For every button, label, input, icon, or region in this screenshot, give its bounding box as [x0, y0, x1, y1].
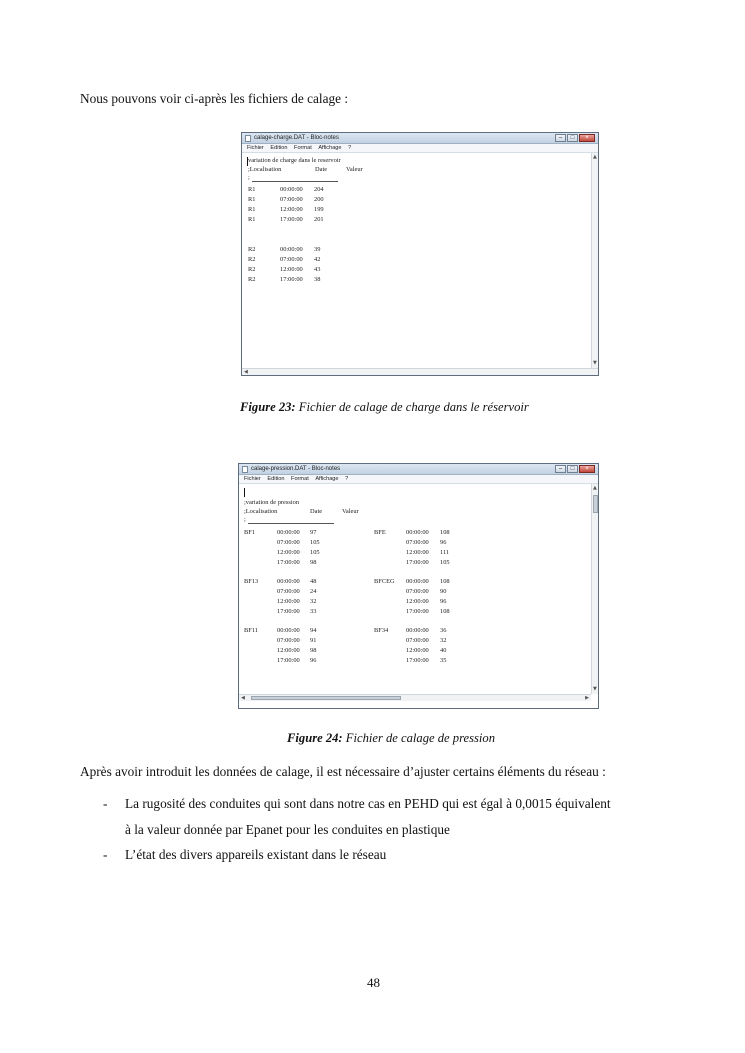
header-line-1: variation de charge dans le reservoir — [248, 157, 341, 164]
header-valeur: Valeur — [342, 508, 359, 515]
bullet-2-line-1: L’état des divers appareils existant dans le réseau — [125, 847, 387, 862]
scroll-thumb[interactable] — [593, 495, 598, 513]
row-loc: R1 — [248, 206, 256, 213]
row-time: 17:00:00 — [280, 216, 303, 223]
title-bar — [239, 464, 598, 475]
figure-23-caption — [240, 400, 529, 415]
row-val: 43 — [314, 266, 321, 273]
menu-edition[interactable]: Edition — [267, 476, 285, 482]
row-val: 48 — [310, 578, 317, 585]
group-location: BF1 — [244, 529, 256, 536]
row-val: 201 — [314, 216, 324, 223]
row-loc: R2 — [248, 266, 256, 273]
vertical-scrollbar[interactable] — [591, 484, 598, 694]
menu-help[interactable]: ? — [345, 476, 349, 482]
header-localisation: ;Localisation — [244, 508, 278, 515]
scroll-left-icon[interactable]: ◀ — [241, 695, 245, 701]
menu-help[interactable]: ? — [348, 145, 352, 151]
menu-format[interactable]: Format — [291, 476, 309, 482]
row-val: 91 — [310, 637, 317, 644]
row-time: 12:00:00 — [277, 598, 300, 605]
row-val: 105 — [440, 559, 450, 566]
group-location: BF34 — [374, 627, 389, 634]
row-val: 105 — [310, 549, 320, 556]
group-location: BFE — [374, 529, 386, 536]
row-time: 12:00:00 — [280, 266, 303, 273]
row-val: 105 — [310, 539, 320, 546]
row-time: 12:00:00 — [280, 206, 303, 213]
menu-fichier[interactable]: Fichier — [247, 145, 264, 151]
row-val: 32 — [440, 637, 447, 644]
row-val: 96 — [310, 657, 317, 664]
menu-fichier[interactable]: Fichier — [244, 476, 261, 482]
row-time: 17:00:00 — [277, 608, 300, 615]
menu-edition[interactable]: Edition — [270, 145, 288, 151]
row-val: 42 — [314, 256, 321, 263]
row-val: 94 — [310, 627, 317, 634]
vertical-scrollbar[interactable] — [591, 153, 598, 368]
title-bar — [242, 133, 598, 144]
row-time: 00:00:00 — [277, 529, 300, 536]
scroll-down-icon[interactable]: ▼ — [593, 686, 597, 692]
minimize-icon[interactable]: – — [555, 465, 566, 473]
row-time: 00:00:00 — [406, 627, 429, 634]
row-time: 12:00:00 — [277, 549, 300, 556]
group-location: BF13 — [244, 578, 259, 585]
row-time: 17:00:00 — [406, 608, 429, 615]
header-line-1: ;variation de pression — [244, 499, 300, 506]
row-time: 00:00:00 — [406, 578, 429, 585]
bullet-1-line-2: à la valeur donnée par Epanet pour les conduites en plastique — [125, 822, 450, 837]
row-val: 96 — [440, 598, 447, 605]
after-text: Après avoir introduit les données de calage, il est nécessaire d’ajuster certains éléments du réseau : — [80, 764, 606, 779]
figure-24-caption — [287, 731, 495, 746]
minimize-icon[interactable]: – — [555, 134, 566, 142]
row-val: 39 — [314, 246, 321, 253]
row-time: 12:00:00 — [406, 549, 429, 556]
row-val: 200 — [314, 196, 324, 203]
maximize-icon[interactable]: □ — [567, 465, 578, 473]
scroll-right-icon[interactable]: ▶ — [585, 695, 589, 701]
row-time: 12:00:00 — [406, 647, 429, 654]
group-location: BF11 — [244, 627, 258, 634]
notepad-window-charge — [241, 132, 599, 376]
scroll-down-icon[interactable]: ▼ — [593, 360, 597, 366]
separator-line — [252, 181, 338, 182]
row-val: 108 — [440, 578, 450, 585]
row-time: 00:00:00 — [280, 186, 303, 193]
row-val: 38 — [314, 276, 321, 283]
notepad-icon — [245, 135, 251, 142]
bullet-1-line-1: La rugosité des conduites qui sont dans notre cas en PEHD qui est égal à 0,0015 équivalent — [125, 796, 611, 811]
bullet-2-dash: - — [103, 847, 108, 862]
row-loc: R1 — [248, 186, 256, 193]
row-val: 111 — [440, 549, 450, 556]
menu-affichage[interactable]: Affichage — [315, 476, 339, 482]
row-val: 204 — [314, 186, 324, 193]
hscroll-thumb[interactable] — [251, 696, 401, 700]
menu-bar — [242, 144, 598, 153]
row-val: 97 — [310, 529, 317, 536]
row-val: 98 — [310, 647, 317, 654]
intro-text: Nous pouvons voir ci-après les fichiers de calage : — [80, 91, 349, 106]
row-time: 00:00:00 — [277, 627, 300, 634]
row-time: 07:00:00 — [406, 588, 429, 595]
row-time: 17:00:00 — [277, 559, 300, 566]
figure-23-label: Figure 23: — [240, 400, 296, 414]
row-time: 07:00:00 — [277, 539, 300, 546]
header-date: Date — [315, 166, 328, 173]
row-time: 17:00:00 — [280, 276, 303, 283]
notepad-icon — [242, 466, 248, 473]
row-val: 32 — [310, 598, 317, 605]
page-number: 48 — [367, 975, 380, 990]
close-icon[interactable]: × — [579, 134, 595, 142]
row-loc: R2 — [248, 246, 256, 253]
header-localisation: ;Localisation — [248, 166, 282, 173]
row-time: 00:00:00 — [406, 529, 429, 536]
scroll-up-icon[interactable]: ▲ — [593, 485, 597, 491]
text-editor-area[interactable] — [242, 153, 591, 368]
row-loc: R2 — [248, 256, 256, 263]
row-time: 07:00:00 — [277, 588, 300, 595]
row-time: 17:00:00 — [277, 657, 300, 664]
window-title: calage-pression.DAT - Bloc-notes — [251, 466, 341, 472]
row-val: 96 — [440, 539, 447, 546]
group-location: BFCEG — [374, 578, 395, 585]
row-time: 07:00:00 — [280, 256, 303, 263]
row-loc: R1 — [248, 196, 256, 203]
row-time: 07:00:00 — [277, 637, 300, 644]
figure-24-label: Figure 24: — [287, 731, 343, 745]
row-val: 33 — [310, 608, 317, 615]
row-val: 36 — [440, 627, 447, 634]
separator-start: ; — [248, 174, 250, 181]
figure-24-text: Fichier de calage de pression — [342, 731, 496, 745]
row-loc: R1 — [248, 216, 256, 223]
menu-bar — [239, 475, 598, 484]
row-val: 199 — [314, 206, 324, 213]
text-cursor — [244, 488, 245, 497]
row-time: 12:00:00 — [406, 598, 429, 605]
separator-start: ; — [244, 516, 246, 523]
row-time: 17:00:00 — [406, 657, 429, 664]
notepad-window-pression — [238, 463, 599, 709]
row-val: 90 — [440, 588, 447, 595]
row-time: 00:00:00 — [280, 246, 303, 253]
close-icon[interactable]: × — [579, 465, 595, 473]
horizontal-scrollbar[interactable] — [242, 368, 598, 375]
figure-23-text: Fichier de calage de charge dans le réservoir — [295, 400, 529, 414]
row-val: 108 — [440, 529, 450, 536]
row-time: 00:00:00 — [277, 578, 300, 585]
bullet-1-dash: - — [103, 796, 108, 811]
row-time: 12:00:00 — [277, 647, 300, 654]
window-title: calage-charge.DAT - Bloc-notes — [254, 135, 339, 141]
header-valeur: Valeur — [346, 166, 363, 173]
scroll-left-icon[interactable]: ◀ — [244, 369, 248, 375]
row-time: 07:00:00 — [406, 637, 429, 644]
scroll-up-icon[interactable]: ▲ — [593, 154, 597, 160]
row-val: 40 — [440, 647, 447, 654]
maximize-icon[interactable]: □ — [567, 134, 578, 142]
horizontal-scrollbar[interactable] — [239, 694, 591, 701]
row-val: 24 — [310, 588, 317, 595]
row-val: 98 — [310, 559, 317, 566]
menu-format[interactable]: Format — [294, 145, 312, 151]
row-time: 07:00:00 — [280, 196, 303, 203]
row-time: 17:00:00 — [406, 559, 429, 566]
separator-line — [248, 523, 334, 524]
menu-affichage[interactable]: Affichage — [318, 145, 342, 151]
row-time: 07:00:00 — [406, 539, 429, 546]
row-loc: R2 — [248, 276, 256, 283]
header-date: Date — [310, 508, 323, 515]
text-editor-area[interactable] — [239, 484, 591, 699]
row-val: 35 — [440, 657, 447, 664]
row-val: 108 — [440, 608, 450, 615]
